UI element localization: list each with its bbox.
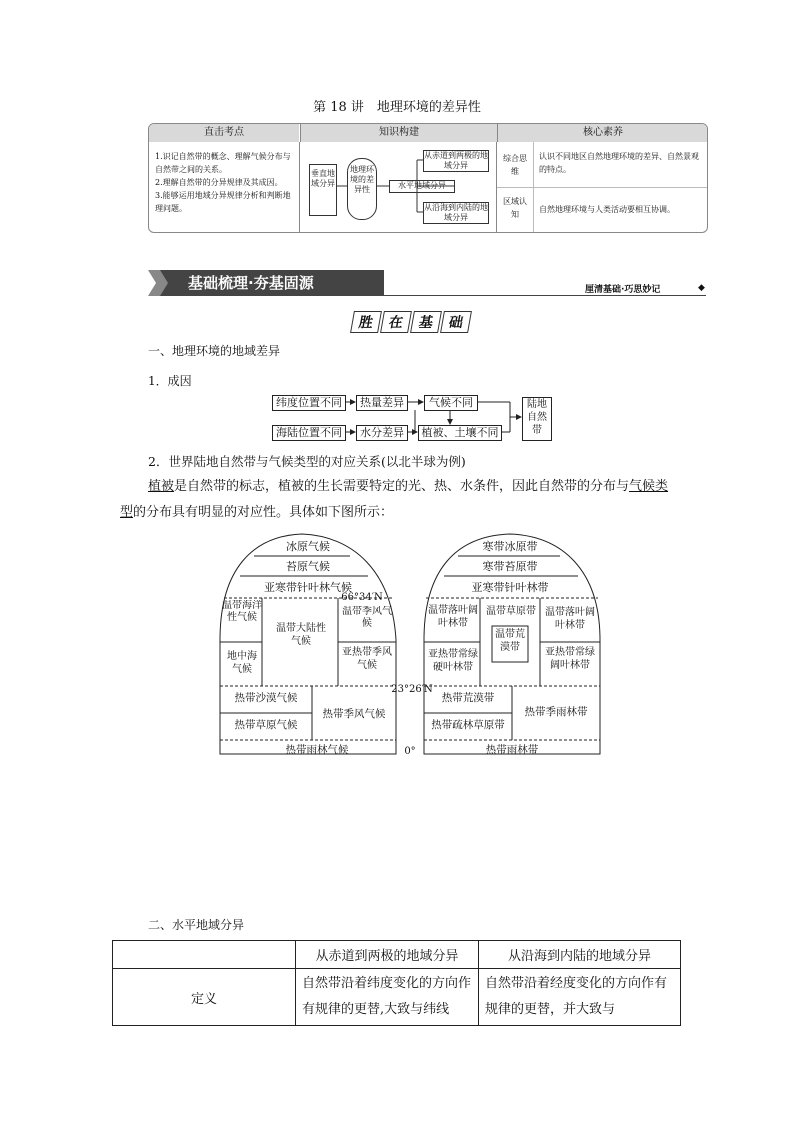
- banner-right-text: 厘清基础·巧思妙记: [585, 285, 661, 295]
- banner-text: 基础梳理·夯基固源: [188, 274, 314, 292]
- section-2-heading: 二、水平地域分异: [148, 918, 245, 932]
- concept-vertical: 垂直地域分异: [309, 164, 337, 216]
- concept-branch-3: 从沿海到内陆的地域分异: [424, 203, 488, 222]
- section-1-heading: 一、地理环境的地域差异: [148, 344, 281, 358]
- flow-a2: 热量差异: [356, 395, 408, 411]
- climate-continental: 温带大陆性气候: [276, 623, 326, 647]
- climate-ice: 冰原气候: [286, 540, 330, 553]
- climate-mediterranean: 地中海气候: [227, 651, 257, 675]
- point-2: 2.理解自然带的分异规律及其成因。: [155, 178, 283, 187]
- literacy-1-desc: 认识不同地区自然地理环境的差异、自然景观的特点。: [539, 152, 699, 174]
- literacy-2-name: 区域认知: [503, 197, 527, 219]
- climate-tropical-monsoon: 热带季风气候: [322, 708, 386, 720]
- flow-result: 陆地自然带: [522, 397, 552, 441]
- table-header-longitudinal: 从沿海到内陆的地域分异: [479, 941, 681, 969]
- zone-sclerophyll: 亚热带常绿硬叶林带: [428, 649, 478, 673]
- para-underlined-1: 植被: [148, 479, 175, 494]
- climate-rainforest: 热带雨林气候: [285, 744, 349, 756]
- concept-center: 地理环境的差异性: [347, 158, 377, 220]
- flow-b3: 植被、土壤不同: [418, 425, 502, 441]
- zone-deciduous-east: 温带落叶阔叶林带: [545, 607, 595, 631]
- flow-b2: 水分差异: [356, 425, 408, 441]
- para-text-2: 的分布具有明显的对应性。具体如下图所示：: [133, 505, 394, 520]
- para-underlined-2: 气候类型: [120, 479, 669, 520]
- zone-evergreen-broadleaf: 亚热带常绿阔叶林带: [545, 647, 595, 671]
- zone-monsoon-forest: 热带季雨林带: [524, 706, 588, 718]
- climate-desert: 热带沙漠气候: [234, 692, 298, 704]
- item-2: 2．世界陆地自然带与气候类型的对应关系(以北半球为例): [148, 454, 466, 469]
- zone-tropical-desert: 热带荒漠带: [441, 692, 495, 704]
- subbanner-char-1: 胜: [350, 311, 382, 333]
- climate-savanna: 热带草原气候: [234, 719, 298, 731]
- subbanner-char-4: 础: [440, 311, 472, 333]
- table-header-latitudinal: 从赤道到两极的地域分异: [296, 941, 479, 969]
- zonation-table: [112, 940, 681, 1026]
- paragraph: [120, 474, 680, 526]
- climate-subtropical-monsoon: 亚热带季风气候: [342, 647, 392, 671]
- zone-savanna: 热带疏林草原带: [431, 719, 505, 731]
- zone-deciduous-west: 温带落叶阔叶林带: [428, 605, 478, 629]
- zone-taiga: 亚寒带针叶林带: [471, 581, 549, 594]
- lat-tropic: 23°26′N: [391, 684, 433, 695]
- flow-b1: 海陆位置不同: [272, 425, 346, 441]
- lat-equator: 0°: [404, 746, 416, 757]
- concept-branch-1: 从赤道到两极的地域分异: [424, 151, 488, 170]
- table-cell-longitudinal: 自然带沿着经度变化的方向作有规律的更替，并大致与: [479, 969, 681, 1026]
- climate-monsoon-temperate: 温带季风气候: [342, 606, 392, 629]
- literacy-1-name: 综合思维: [503, 154, 527, 176]
- zone-rainforest: 热带雨林带: [485, 744, 539, 756]
- diamond-icon: ◆: [698, 283, 705, 293]
- zone-tundra: 寒带苔原带: [482, 560, 538, 573]
- subbanner-char-2: 在: [380, 311, 412, 333]
- zone-temperate-desert: 温带荒漠带: [495, 629, 525, 653]
- climate-oceanic: 温带海洋性气候: [222, 600, 262, 623]
- point-1: 1.识记自然带的概念、理解气候分布与自然带之间的关系。: [155, 152, 291, 174]
- zone-ice: 寒带冰原带: [482, 540, 538, 553]
- header-points: 直击考点: [149, 124, 299, 142]
- table-cell-latitudinal: 自然带沿着纬度变化的方向作有规律的更替,大致与纬线: [296, 969, 479, 1026]
- lat-arctic: 66°34′N: [341, 592, 383, 603]
- table-header-blank: [113, 941, 296, 969]
- concept-branch-2: 水平地域分异: [389, 180, 455, 193]
- climate-subarctic: 亚寒带针叶林气候: [264, 581, 352, 594]
- flow-a1: 纬度位置不同: [272, 395, 346, 411]
- subbanner-char-3: 基: [410, 311, 442, 333]
- zone-steppe: 温带草原带: [486, 606, 536, 617]
- page-title: 第 18 讲 地理环境的差异性: [313, 100, 481, 115]
- climate-tundra: 苔原气候: [286, 560, 330, 573]
- item-1: 1．成因: [148, 374, 192, 388]
- table-row-label: 定义: [113, 969, 296, 1026]
- header-knowledge: 知识构建: [300, 124, 497, 142]
- header-literacy: 核心素养: [497, 124, 708, 142]
- literacy-2-desc: 自然地理环境与人类活动要相互协调。: [539, 205, 675, 214]
- climate-zone-diagram: [212, 530, 608, 766]
- point-3: 3.能够运用地域分异规律分析和判断地理问题。: [155, 191, 291, 213]
- flow-a3: 气候不同: [424, 395, 478, 411]
- para-text-1: 是自然带的标志，植被的生长需要特定的光、热、水条件，因此自然带的分布与: [174, 479, 630, 494]
